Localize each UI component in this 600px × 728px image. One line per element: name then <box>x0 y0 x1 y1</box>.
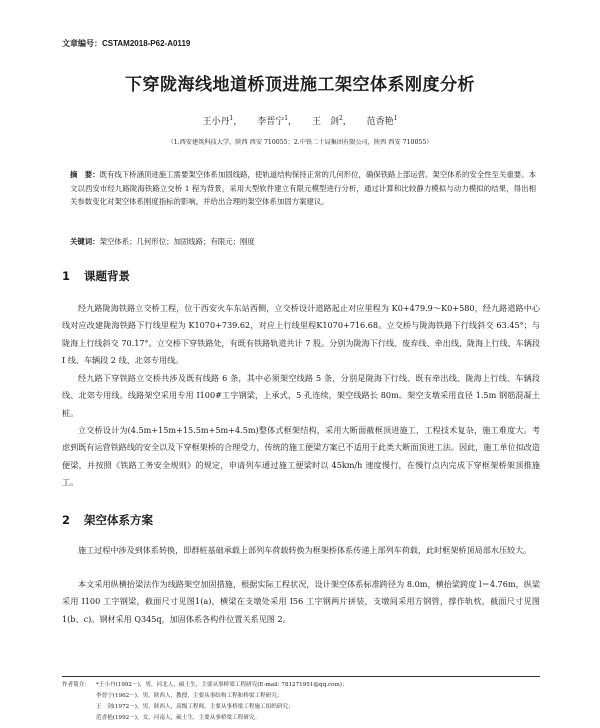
paragraph: 经九路陇海铁路立交桥工程，位于西安火车东站西侧，立交桥设计道路起止对应里程为 K0+479.9～K0+580，经九路道路中心线对应改建陇海铁路下行线里程为 K1070+739.62，对应上行线里程K1070+716.68。立交桥与陇海铁路下行线斜交 63.45°；与陇海上行线斜交 70.17°。立交桥下穿铁路处，有既有铁路轨道共计 7 股。分别为陇海下行线、废弃线、牵出线、陇海上行线、车辆段 I 线、车辆段 2 线、北郊专用线。 <box>62 303 540 366</box>
footnote: 作者简介： *王小丹(1992－)，男，河北人，硕士生，主要从事桥梁工程研究(E-mail: 781271951@qq.com)； <box>62 682 348 688</box>
footnote: 范香艳(1992－)，女，河南人，硕士生，主要从事桥梁工程研究。 <box>96 715 261 721</box>
abstract-label: 摘 要： <box>70 170 100 179</box>
footnote: 李晋宁(1962－)，男，陕西人，教授，主要从事结构工程和桥梁工程研究； <box>96 693 283 699</box>
author: 范香艳$^1$ <box>366 115 398 127</box>
paragraph: 经九路下穿铁路立交桥共涉及既有线路 6 条，其中必须架空线路 5 条，分别是陇海下行线、既有牵出线、陇海上行线、车辆段线、北郊专用线。线路架空采用专用 I100#工字钢梁，上承式，5 孔连续，架空线路长 80m。架空支墩采用直径 1.5m 钢筋混凝土桩。 <box>62 373 540 418</box>
abstract <box>70 168 536 209</box>
author: 王小丹$^1$， <box>202 115 243 127</box>
footnote: 王 剑(1972－)，男，陕西人，高级工程师，主要从事桥梁工程施工组织研究； <box>96 704 294 710</box>
footnotes <box>62 676 540 724</box>
article-number: 文章编号：CSTAM2018-P62-A0119 <box>62 39 191 48</box>
keywords-text: 架空体系；几何形位；加固线路；有限元；刚度 <box>99 237 255 246</box>
paragraph: 立交桥设计为(4.5m+15m+15.5m+5m+4.5m)整体式框架结构，采用大断面截框顶进施工，工程技术复杂，施工难度大。考虑到既有运营铁路线的安全以及下穿框架桥的合理受力，传统的施工便梁方案已不适用于此类大断面顶进工法。因此，施工单位拟改造便梁，并按照《铁路工务安全规则》的规定，申请列车通过施工便梁时以 45km/h 速度慢行，在慢行点内完成下穿框架桥架顶推施工。 <box>62 425 540 488</box>
keywords <box>70 236 536 247</box>
paragraph: 本文采用纵横抬梁法作为线路架空加固措施，根据实际工程状况，设计架空体系标准跨径为 8.0m，横抬梁跨度 l＝4.76m，纵梁采用 I100 工字钢梁，截面尺寸见图1(a)，横梁在支墩处采用 I56 工字钢两片拼装，支墩间采用方钢管，撑作轨枕，截面尺寸见图 1(b、c)。钢材采用 Q345q，加固体系各构件位置关系见图 2。 <box>62 579 540 624</box>
author-list <box>0 114 600 127</box>
keywords-label: 关键词： <box>70 237 100 246</box>
author: 李晋宁$^1$， <box>257 115 298 127</box>
abstract-text: 既有线下桥涵顶进施工需要架空体系加固线路，使轨道结构保持正常的几何形位，确保铁路上部运营。架空体系的安全性至关重要。本文以西安市经九路陇海铁路立交桥 1 程为背景，采用大型软件建立有限元模型进行分析，通过计算和比较静力模拟与动力模拟的结果，得出相关参数变化对架空体系刚度指标的影响，并给出合理的架空体系加固方案建议。 <box>70 170 536 207</box>
author: 王 剑$^2$， <box>311 115 352 127</box>
paragraph: 施工过程中涉及到体系转换，即群桩基础承载上部列车荷载转换为框架桥体系传递上部列车荷载，此时框架桥顶局部水压较大。 <box>78 545 532 555</box>
affiliations: （1.西安建筑科技大学，陕西 西安 710055；2.中铁二十局集团有限公司，陕西 西安 710055） <box>167 139 433 146</box>
section-heading: 2 架空体系方案 <box>62 513 153 527</box>
paper-title: 下穿陇海线地道桥顶进施工架空体系刚度分析 <box>125 75 475 95</box>
section-heading: 1 课题背景 <box>62 269 130 283</box>
